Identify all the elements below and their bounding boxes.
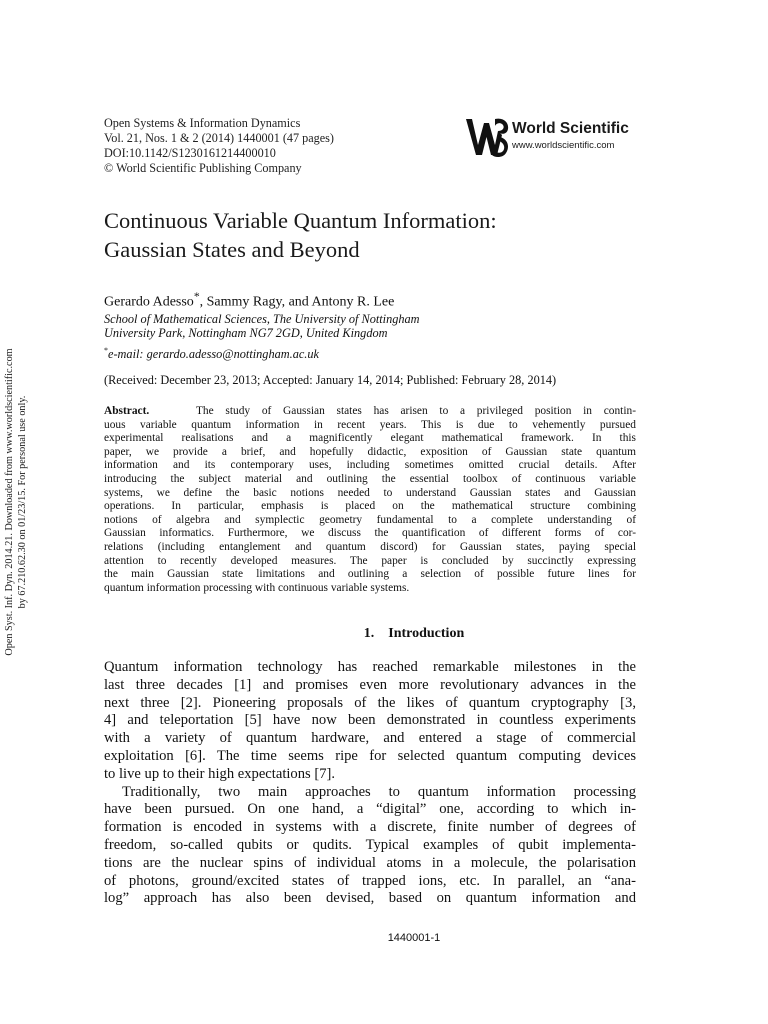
- page-number: 1440001-1: [387, 932, 441, 944]
- logo-name: World Scientific: [512, 120, 629, 137]
- journal-copyright: © World Scientific Publishing Company: [104, 161, 302, 175]
- body-line: exploitation [6]. The time seems ripe for selected quantum computing devices: [104, 747, 636, 764]
- abstract-line: systems, we define the basic notions needed to understand Gaussian states and Gaussian: [104, 486, 636, 499]
- abstract-line: uous variable quantum information in recent years. This is due to vehemently pursued: [104, 418, 636, 431]
- abstract-line: relations (including entanglement and quantum discord) for Gaussian states, paying special: [104, 540, 636, 553]
- affiliation: [104, 312, 420, 340]
- abstract-label: Abstract.: [104, 405, 150, 417]
- body-line: last three decades [1] and promises even more revolutionary advances in the: [104, 676, 636, 693]
- author-mark: *: [193, 290, 200, 303]
- affiliation-line-2: University Park, Nottingham NG7 2GD, United Kingdom: [104, 326, 388, 340]
- abstract-line: attention to recently developed measures. The paper is concluded by succinctly expressing: [104, 554, 636, 567]
- sidenote-line-1: Open Syst. Inf. Dyn. 2014.21. Downloaded from www.worldscientific.com: [4, 348, 15, 656]
- body-line: have been pursued. On one hand, a “digital” one, according to which in-: [104, 801, 636, 818]
- body-line: to live up to their high expectations [7].: [104, 765, 336, 782]
- download-sidenote: [4, 332, 29, 672]
- author-rest: , Sammy Ragy, and Antony R. Lee: [199, 294, 395, 310]
- journal-doi: DOI:10.1142/S1230161214400010: [104, 146, 276, 160]
- abstract: [104, 405, 636, 595]
- title-line-2: Gaussian States and Beyond: [104, 237, 360, 262]
- abstract-line: introducing the subject material and outlining the essential toolbox of continuous variable: [104, 472, 636, 485]
- sidenote-line-2: by 67.210.62.30 on 01/23/15. For personal use only.: [16, 395, 28, 609]
- abstract-line: the main Gaussian state limitations and outlining a selection of possible future lines for: [104, 568, 636, 581]
- body-line: log” approach has also been devised, based on quantum information and: [104, 890, 636, 907]
- email-mark: *: [104, 346, 108, 355]
- logo-url: www.worldscientific.com: [512, 140, 615, 151]
- publisher-logo: [464, 115, 644, 159]
- title-line-1: Continuous Variable Quantum Information:: [104, 208, 497, 233]
- body-line: next three [2]. Pioneering proposals of the likes of quantum cryptography [3,: [104, 694, 636, 711]
- body-line: with a variety of quantum hardware, and entered a stage of commercial: [104, 730, 636, 747]
- body-line: formation is encoded in systems with a discrete, finite number of degrees of: [104, 819, 636, 836]
- body-line: of photons, ground/excited states of trapped ions, etc. In parallel, an “ana-: [104, 872, 636, 889]
- abstract-line: operations. In particular, emphasis is placed on the mathematical structure combining: [104, 500, 636, 513]
- body-line: Traditionally, two main approaches to quantum information processing: [122, 783, 636, 800]
- body-line: tions are the nuclear spins of individual atoms in a molecule, the polarisation: [104, 854, 636, 871]
- author-first: Gerardo Adesso: [104, 294, 194, 310]
- section-title: Introduction: [388, 626, 465, 641]
- corresponding-email: [104, 344, 319, 361]
- journal-name: Open Systems & Information Dynamics: [104, 116, 301, 130]
- section-number: 1.: [363, 626, 375, 641]
- abstract-line: experimental realisations and a magnificently elegant mathematical framework. In this: [104, 432, 636, 445]
- affiliation-line-1: School of Mathematical Sciences, The University of Nottingham: [104, 312, 420, 326]
- body-line: 4] and teleportation [5] have now been demonstrated in countless experiments: [104, 712, 636, 729]
- email-text: e-mail: gerardo.adesso@nottingham.ac.uk: [108, 347, 319, 362]
- journal-volume: Vol. 21, Nos. 1 & 2 (2014) 1440001 (47 pages): [104, 131, 334, 145]
- abstract-line-text: The study of Gaussian states has arisen to a privileged position in contin-: [195, 405, 636, 417]
- paper-title: [104, 206, 497, 264]
- journal-header: [104, 116, 334, 176]
- body-line: freedom, so-called qubits or qudits. Typical examples of qubit implementa-: [104, 836, 636, 853]
- abstract-line: notions of algebra and symplectic geometry fundamental to a complete understanding of: [104, 513, 636, 526]
- abstract-line: paper, we provide a brief, and hopefully didactic, exposition of Gaussian state quantum: [104, 445, 636, 458]
- page-footer: [0, 932, 768, 944]
- abstract-line: information and its contemporary uses, including sometimes omitted crucial details. After: [104, 459, 636, 472]
- received-dates: (Received: December 23, 2013; Accepted: January 14, 2014; Published: February 28, 2014): [104, 373, 557, 387]
- abstract-line: Gaussian informatics. Furthermore, we discuss the quantification of different forms of cor-: [104, 527, 636, 540]
- author-list: [104, 288, 394, 312]
- body-text: [104, 659, 636, 908]
- world-scientific-logo-icon: [464, 115, 510, 159]
- body-line: Quantum information technology has reached remarkable milestones in the: [104, 659, 636, 675]
- abstract-line: quantum information processing with continuous variable systems.: [104, 581, 410, 594]
- section-heading: [0, 626, 768, 642]
- abstract-line: [104, 405, 636, 419]
